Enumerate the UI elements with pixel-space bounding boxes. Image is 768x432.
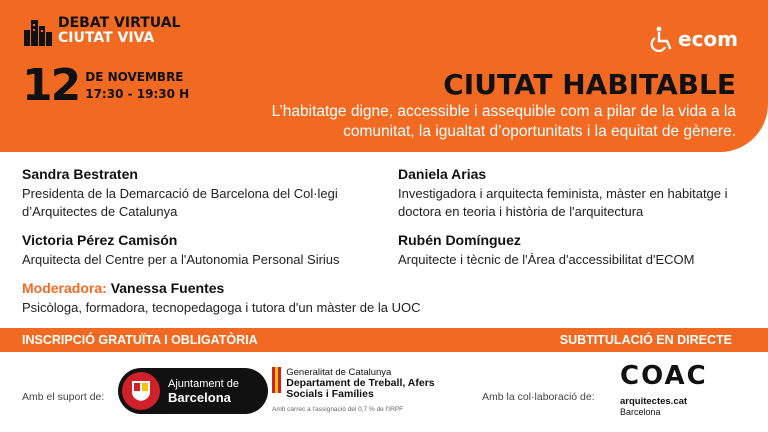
coac-logo xyxy=(620,362,708,417)
info-bar xyxy=(0,328,768,352)
ajuntament-line-1: Ajuntament de xyxy=(168,378,239,390)
event-date xyxy=(22,60,190,111)
event-title: CIUTAT HABITABLE xyxy=(443,68,736,101)
ajuntament-barcelona-logo xyxy=(118,368,268,414)
ajuntament-line-2: Barcelona xyxy=(168,390,231,405)
coac-city: Barcelona xyxy=(620,407,661,417)
speaker-name: Sandra Bestraten xyxy=(22,166,138,182)
moderator-name: Vanessa Fuentes xyxy=(110,280,225,296)
generalitat-logo xyxy=(272,367,470,413)
senyera-icon xyxy=(272,367,281,393)
speaker-card xyxy=(22,232,382,269)
speaker-name: Victoria Pérez Camisón xyxy=(22,232,178,248)
speaker-card xyxy=(398,232,758,269)
moderator-label: Moderadora: xyxy=(22,280,107,296)
wheelchair-icon xyxy=(650,26,674,52)
speaker-card xyxy=(22,166,382,221)
brand-line-2: CIUTAT VIVA xyxy=(58,30,155,46)
coac-website: arquitectes.cat xyxy=(620,396,688,407)
moderator-role: Psicòloga, formadora, tecnopedagoga i tutora d'un màster de la UOC xyxy=(22,300,421,315)
speaker-role: Investigadora i arquitecta feminista, màster en habitatge i doctora en teoria i història de l'arquitectura xyxy=(398,186,728,219)
event-subtitle: L’habitatge digne, accessible i assequible com a pilar de la vida a la comunitat, la igualtat d’oportunitats i la equitat de gènere. xyxy=(271,103,736,140)
ecom-logo-text: ecom xyxy=(678,27,738,51)
header-banner xyxy=(0,0,768,152)
gencat-note: Amb càrrec a l'assignació del 0,7 % de l'IRPF xyxy=(272,406,404,413)
speaker-name: Rubén Domínguez xyxy=(398,232,521,248)
event-month: DE NOVEMBRE xyxy=(85,70,184,84)
event-day: 12 xyxy=(22,60,80,111)
gencat-line-2: Departament de Treball, Afers Socials i Famílies xyxy=(286,377,435,400)
brand xyxy=(24,16,180,46)
ecom-logo xyxy=(650,26,738,52)
coac-logo-text: COAC xyxy=(620,361,708,391)
city-buildings-icon xyxy=(24,16,52,46)
speaker-name: Daniela Arias xyxy=(398,166,487,182)
speaker-role: Arquitecte i tècnic de l'Àrea d'accessibilitat d'ECOM xyxy=(398,252,695,267)
barcelona-shield-icon xyxy=(122,372,160,410)
speaker-role: Presidenta de la Demarcació de Barcelona del Col·legi d’Arquitectes de Catalunya xyxy=(22,186,338,219)
speaker-role: Arquitecta del Centre per a l'Autonomia Personal Sirius xyxy=(22,252,340,267)
support-label: Amb el suport de: xyxy=(22,391,105,403)
moderator-card xyxy=(22,280,522,317)
speaker-card xyxy=(398,166,758,221)
gencat-line-1: Generalitat de Catalunya xyxy=(286,367,392,378)
brand-line-1: DEBAT VIRTUAL xyxy=(58,15,181,31)
collaboration-label: Amb la col·laboració de: xyxy=(482,391,595,403)
event-time: 17:30 - 19:30 H xyxy=(85,87,190,101)
subtitling-note: SUBTITULACIÓ EN DIRECTE xyxy=(559,333,732,347)
registration-note: INSCRIPCIÓ GRATUÏTA I OBLIGATÒRIA xyxy=(22,333,258,347)
